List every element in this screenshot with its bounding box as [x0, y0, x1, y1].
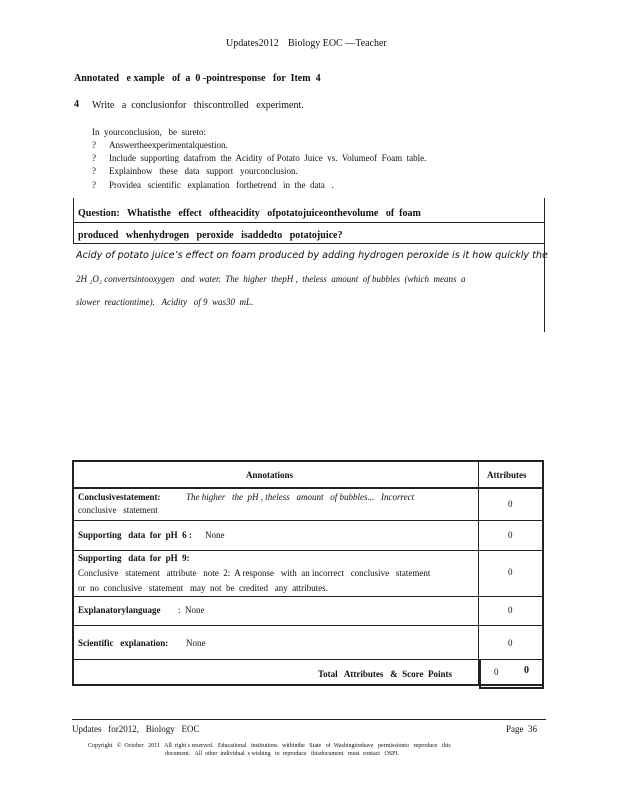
- question-divider: [73, 222, 544, 223]
- total-box-left-border: [479, 659, 481, 689]
- row-text-conclusive: The higher the pH , theless amount of bubbles... Incorrect: [186, 492, 415, 502]
- total-attributes-value: 0: [494, 667, 499, 677]
- row-label-scientific: Scientific explanation:: [78, 638, 169, 648]
- footer-copyright-2: document. All other individual s wishing to reproduce thisdocument must contact OSPI.: [165, 751, 399, 757]
- row-label-support-ph9: Supporting data for pH 9:: [78, 553, 190, 563]
- total-box-bottom-border: [479, 687, 544, 689]
- table-header-divider: [72, 487, 544, 489]
- table-row-divider: [72, 659, 544, 660]
- total-score-value: 0: [524, 665, 529, 676]
- table-row-divider: [72, 520, 544, 521]
- table-row-divider: [72, 625, 544, 626]
- response-box-left-border: [73, 198, 74, 244]
- total-box-right-border: [542, 659, 544, 689]
- instruction-point-3: Explainhow these data support yourconclusion.: [109, 166, 298, 176]
- response-box-right-border: [544, 198, 545, 332]
- instructions-lead: In yourconclusion, be sureto:: [92, 127, 206, 137]
- row-value-support-ph6: 0: [508, 530, 513, 540]
- question-line-2: produced whenhydrogen peroxide isaddedto potatojuice?: [78, 230, 343, 241]
- row-text-scientific: None: [186, 638, 206, 648]
- table-row-divider: [72, 550, 544, 551]
- row-text-explanatory: : None: [178, 605, 205, 615]
- row-value-support-ph9: 0: [508, 567, 513, 577]
- bullet-icon: ?: [92, 140, 96, 150]
- response-line-2: 2H ₂O₂ convertsintooxygen and water. The higher thepH , theless amount of bubbles (which means a: [76, 274, 466, 284]
- table-header-annotations: Annotations: [246, 470, 294, 480]
- row-text2-support-ph9: or no conclusive statement may not be credited any attributes.: [78, 583, 328, 593]
- footer-left: Updates for2012, Biology EOC: [72, 724, 200, 734]
- row-text-support-ph9: Conclusive statement attribute note 2: A response with an incorrect conclusive statement: [78, 568, 431, 578]
- header-updates: Updates2012: [226, 38, 279, 49]
- footer-rule: [72, 719, 546, 720]
- row-label-conclusive: Conclusivestatement:: [78, 492, 161, 502]
- item-prompt: Write a conclusionfor thiscontrolled experiment.: [92, 100, 304, 111]
- row-value-scientific: 0: [508, 638, 513, 648]
- response-line-3: slower reactiontime). Acidity of 9 was30 mL.: [76, 297, 254, 307]
- table-column-divider: [478, 460, 479, 686]
- bullet-icon: ?: [92, 153, 96, 163]
- instruction-point-1: Answertheexperimentalquestion.: [109, 140, 228, 150]
- total-label: Total Attributes & Score Points: [318, 669, 452, 679]
- instruction-point-2: Include supporting datafrom the Acidity of Potato Juice vs. Volumeof Foam table.: [109, 153, 427, 163]
- item-number: 4: [74, 99, 79, 110]
- row-label-support-ph6: Supporting data for pH 6 :: [78, 530, 192, 540]
- response-line-1: Acidy of potato juice’s effect on foam produced by adding hydrogen peroxide is it how quickly the: [76, 250, 548, 261]
- row-value-explanatory: 0: [508, 605, 513, 615]
- table-header-attributes: Attributes: [487, 470, 527, 480]
- question-line-1: Question: Whatisthe effect oftheacidity ofpotatojuiceonthevolume of foam: [78, 208, 421, 219]
- instruction-point-4: Providea scientific explanation forthetrend in the data .: [109, 180, 334, 190]
- footer-page: Page 36: [506, 724, 537, 734]
- header-subject: Biology EOC —Teacher: [288, 38, 387, 49]
- bullet-icon: ?: [92, 166, 96, 176]
- row-value-conclusive: 0: [508, 499, 513, 509]
- question-bottom-border: [73, 243, 544, 244]
- row-text-support-ph6: None: [205, 530, 225, 540]
- row-text2-conclusive: conclusive statement: [78, 505, 158, 515]
- table-row-divider: [72, 596, 544, 597]
- footer-copyright-1: Copyright © October 2011 All right s reserved. Educational institutions withinthe State of Washingtonhave permissionto reproduce this: [88, 743, 451, 749]
- row-label-explanatory: Explanatorylanguage: [78, 605, 161, 615]
- bullet-icon: ?: [92, 180, 96, 190]
- section-title: Annotated e xample of a 0 -pointresponse for Item 4: [74, 73, 321, 84]
